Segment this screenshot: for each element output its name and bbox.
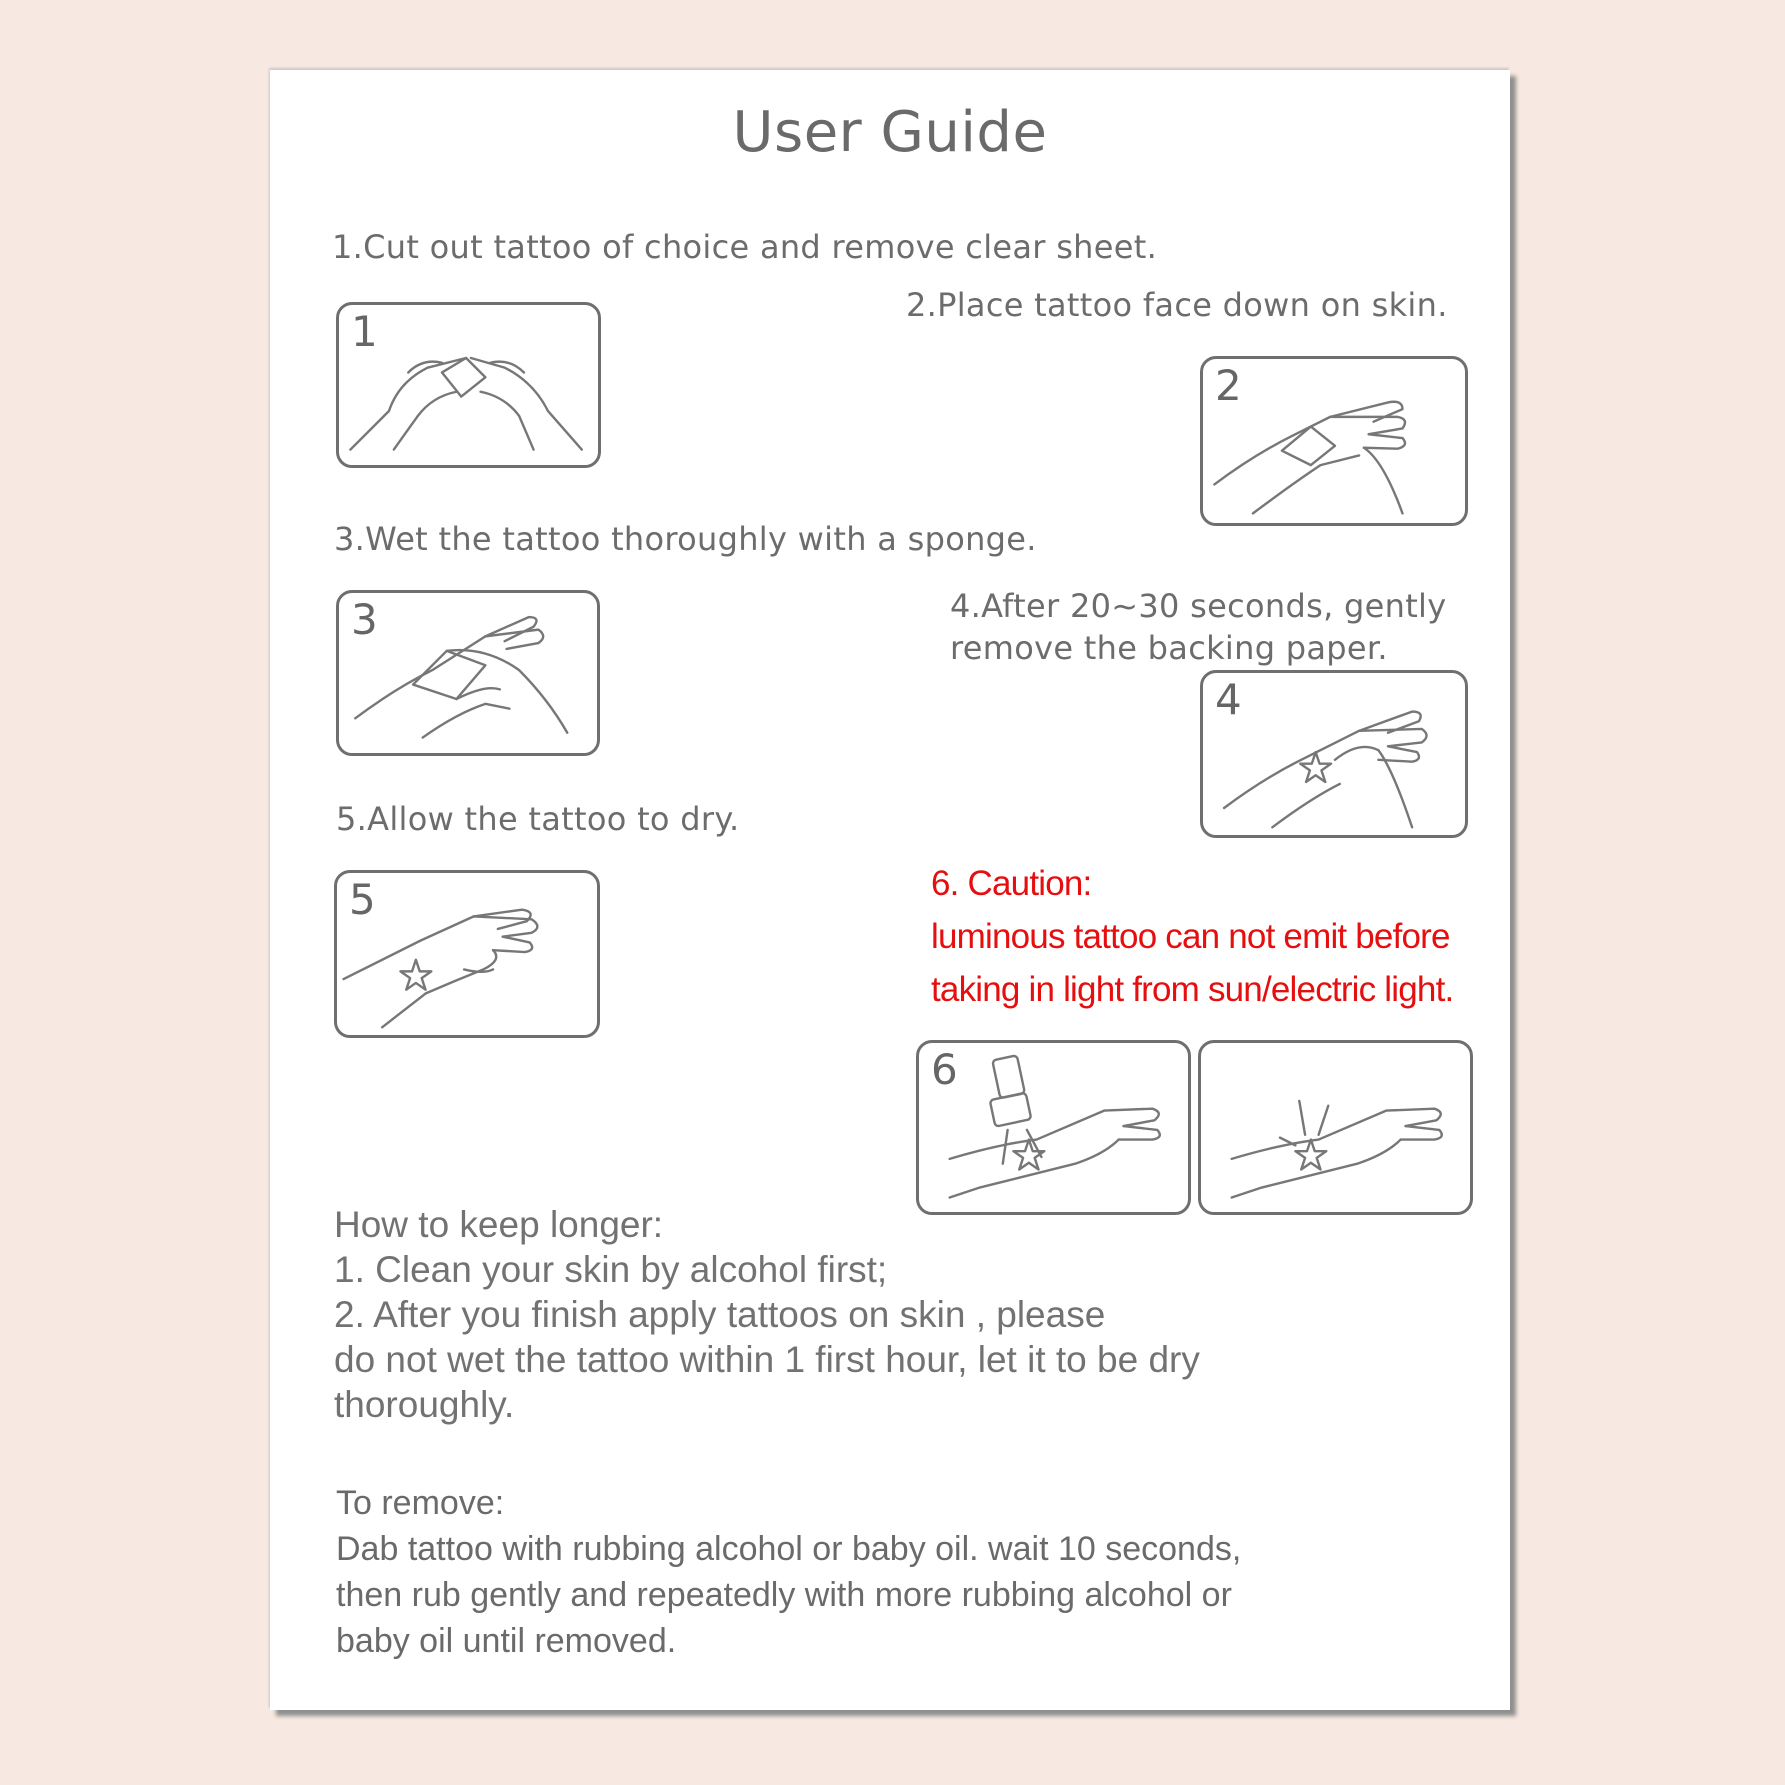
keep-longer-line-3: do not wet the tattoo within 1 first hour, let it to be dry <box>334 1339 1200 1380</box>
page-title: User Guide <box>732 100 1048 165</box>
step-3-text: 3.Wet the tattoo thoroughly with a sponge. <box>334 520 1037 558</box>
step-4-line-2: remove the backing paper. <box>950 629 1388 667</box>
caution-note <box>931 857 1453 1016</box>
hands-cutting-icon <box>339 305 598 465</box>
step-2-number: 2 <box>1215 361 1242 410</box>
step-1-text: 1.Cut out tattoo of choice and remove clear sheet. <box>332 228 1158 266</box>
step-3-number: 3 <box>351 595 378 644</box>
flashlight-star-icon <box>919 1043 1188 1212</box>
keep-longer-line-2: 2. After you finish apply tattoos on skin , please <box>334 1294 1106 1335</box>
step-5-text: 5.Allow the tattoo to dry. <box>336 800 740 838</box>
remove-line-2: then rub gently and repeatedly with more rubbing alcohol or <box>336 1576 1232 1614</box>
hand-peeling-icon <box>1203 673 1465 835</box>
step-3-panel <box>336 590 600 756</box>
keep-longer-line-1: 1. Clean your skin by alcohol first; <box>334 1249 888 1290</box>
step-5-number: 5 <box>349 875 376 924</box>
glowing-star-icon <box>1201 1043 1470 1212</box>
step-1-panel <box>336 302 601 468</box>
step-2-text: 2.Place tattoo face down on skin. <box>906 286 1448 324</box>
keep-longer-line-4: thoroughly. <box>334 1384 515 1425</box>
step-4-panel <box>1200 670 1468 838</box>
keep-longer-section <box>334 1202 1200 1427</box>
caution-heading: 6. Caution: <box>931 864 1092 903</box>
step-6-panel-glowing <box>1198 1040 1473 1215</box>
step-5-panel <box>334 870 600 1038</box>
hand-sponge-icon <box>339 593 597 753</box>
step-2-panel <box>1200 356 1468 526</box>
step-1-number: 1 <box>351 307 378 356</box>
step-4-number: 4 <box>1215 675 1242 724</box>
remove-heading: To remove: <box>336 1484 505 1522</box>
remove-section <box>336 1480 1241 1664</box>
hand-placing-icon <box>1203 359 1465 523</box>
caution-line-2: taking in light from sun/electric light. <box>931 970 1454 1009</box>
user-guide-sheet <box>270 70 1510 1710</box>
caution-line-1: luminous tattoo can not emit before <box>931 917 1450 956</box>
remove-line-3: baby oil until removed. <box>336 1622 677 1660</box>
step-6-number: 6 <box>931 1045 958 1094</box>
remove-line-1: Dab tattoo with rubbing alcohol or baby oil. wait 10 seconds, <box>336 1530 1242 1568</box>
hand-star-icon <box>337 873 597 1035</box>
keep-longer-heading: How to keep longer: <box>334 1204 664 1245</box>
step-4-text <box>950 585 1446 669</box>
step-4-line-1: 4.After 20~30 seconds, gently <box>950 587 1447 625</box>
step-6-panel-flashlight <box>916 1040 1191 1215</box>
